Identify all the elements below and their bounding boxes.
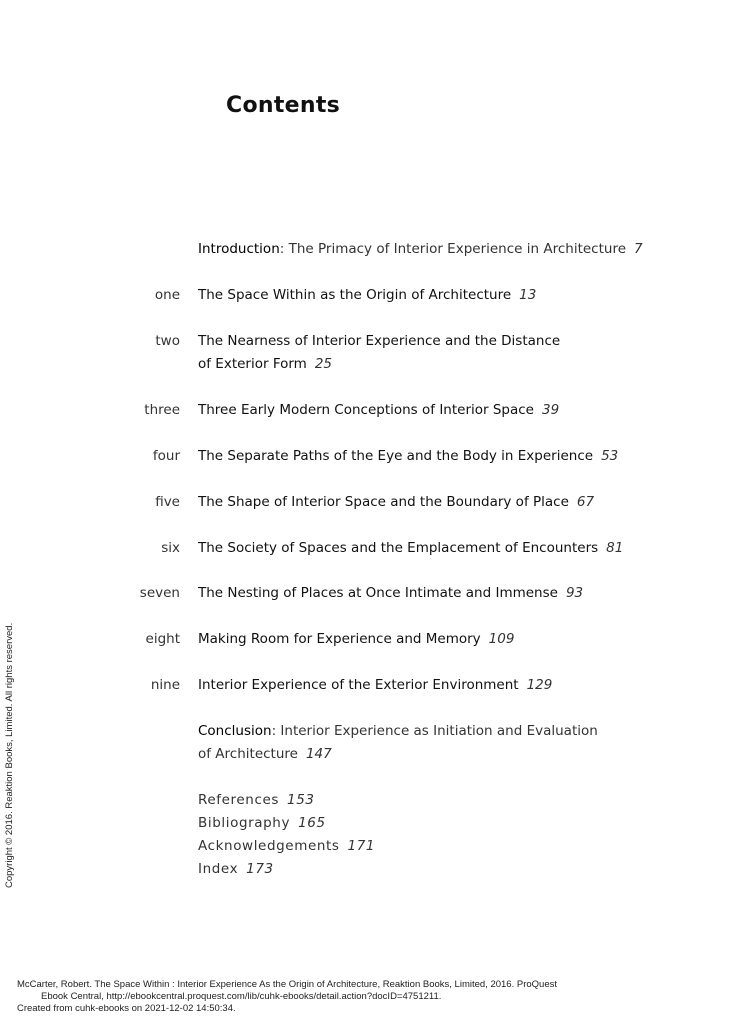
chapter-page: 13 <box>519 287 537 303</box>
chapter-page: 39 <box>542 402 560 418</box>
chapter-number: five <box>155 494 180 510</box>
back-matter-label: Index <box>198 861 239 877</box>
chapter-title: Interior Experience of the Exterior Environment <box>198 677 519 693</box>
intro-label: Introduction <box>198 241 280 257</box>
conclusion-page: 147 <box>305 746 332 762</box>
citation-footer <box>17 979 557 1015</box>
footer-line: Created from cuhk-ebooks on 2021-12-02 14:50:34. <box>17 1003 236 1014</box>
chapter-number: two <box>155 333 180 349</box>
conclusion-sep: : <box>271 723 281 739</box>
back-matter-page: 171 <box>347 838 376 854</box>
back-matter-label: References <box>198 792 280 808</box>
chapter-page: 109 <box>488 631 515 647</box>
chapter-page: 81 <box>606 540 624 556</box>
back-matter-label: Bibliography <box>198 815 291 831</box>
conclusion-subtitle: Interior Experience as Initiation and Evaluation <box>280 723 598 739</box>
chapter-number: nine <box>150 677 180 693</box>
conclusion-subtitle-continued: of Architecture <box>198 746 298 762</box>
back-matter-index <box>198 858 274 881</box>
chapter-page: 129 <box>526 677 553 693</box>
back-matter-label: Acknowledgements <box>198 838 340 854</box>
chapter-number: one <box>154 287 180 303</box>
back-matter-page: 173 <box>246 861 274 877</box>
chapter-title: The Society of Spaces and the Emplacement of Encounters <box>198 540 599 556</box>
footer-line: McCarter, Robert. The Space Within : Interior Experience As the Origin of Architecture, Reaktion Books, Limited, 2016. ProQuest <box>17 979 557 990</box>
intro-subtitle: The Primacy of Interior Experience in Architecture <box>288 241 627 257</box>
chapter-title: Making Room for Experience and Memory <box>198 631 481 647</box>
chapter-number: three <box>144 402 180 418</box>
chapter-number: four <box>152 448 180 464</box>
intro-page: 7 <box>634 241 643 257</box>
chapter-number: eight <box>145 631 180 647</box>
chapter-title: The Separate Paths of the Eye and the Body in Experience <box>198 448 594 464</box>
chapter-page: 25 <box>314 356 333 372</box>
footer-line: Ebook Central, http://ebookcentral.proquest.com/lib/cuhk-ebooks/detail.action?docID=4751211. <box>41 991 442 1002</box>
intro-sep: : <box>279 241 289 257</box>
chapter-title: The Shape of Interior Space and the Boundary of Place <box>198 494 569 510</box>
back-matter-references <box>198 789 315 812</box>
chapter-title: The Nearness of Interior Experience and the Distance <box>198 333 561 349</box>
chapter-title: The Space Within as the Origin of Architecture <box>198 287 512 303</box>
chapter-page: 93 <box>565 585 584 601</box>
back-matter-page: 153 <box>287 792 315 808</box>
page-title: Contents <box>226 93 341 118</box>
chapter-title: Three Early Modern Conceptions of Interior Space <box>198 402 534 418</box>
back-matter-bibliography <box>198 812 326 835</box>
back-matter-acknowledgements <box>198 835 375 858</box>
chapter-page: 53 <box>601 448 619 464</box>
chapter-number: six <box>161 540 180 556</box>
chapter-page: 67 <box>576 494 595 510</box>
chapter-title: The Nesting of Places at Once Intimate and Immense <box>198 585 558 601</box>
copyright-side-note: Copyright © 2016. Reaktion Books, Limited. All rights reserved. <box>4 622 15 888</box>
conclusion-label: Conclusion <box>198 723 272 739</box>
chapter-title-continued: of Exterior Form <box>198 356 307 372</box>
back-matter-page: 165 <box>298 815 326 831</box>
chapter-number: seven <box>139 585 180 601</box>
